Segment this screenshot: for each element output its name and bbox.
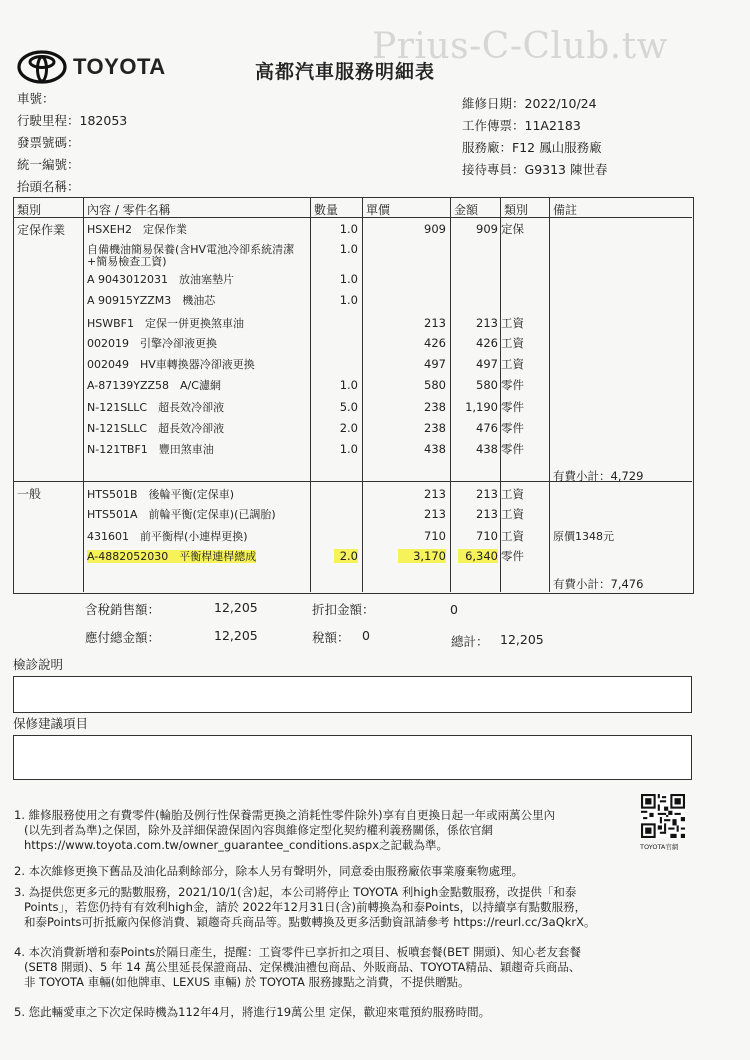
row-desc: 自備機油簡易保養(含HV電池冷卻系統清潔 (87, 243, 295, 256)
header-type: 類別 (504, 203, 529, 217)
row-type: 零件 (501, 549, 524, 563)
row-type: 零件 (501, 442, 524, 456)
guarantee-url: https://www.toyota.com.tw/owner_guarantee_conditions.aspx之記載為準。 (24, 838, 448, 852)
section-category-general: 一般 (17, 487, 42, 501)
header-amount: 金額 (454, 203, 479, 217)
info-car-number: 車號： (17, 91, 55, 106)
header-category: 類別 (17, 203, 42, 217)
row-amount: 1,190 (465, 400, 498, 414)
row-price: 438 (424, 442, 446, 456)
row-desc: HSWBF1 定保一併更換煞車油 (87, 317, 245, 330)
row-desc: A 90915YZZM3 機油芯 (87, 294, 216, 307)
inspection-box (13, 676, 692, 713)
row-desc: A-87139YZZ58 A/C濾網 (87, 379, 221, 392)
row-price: 909 (424, 222, 446, 236)
header-unit-price: 單價 (366, 203, 391, 217)
tax-value: 0 (362, 628, 370, 643)
row-desc: HTS501B 後輪平衡(定保車) (87, 488, 235, 501)
row-qty: 1.0 (339, 378, 358, 392)
row-type: 工資 (501, 316, 524, 330)
section-category-periodic: 定保作業 (17, 223, 66, 237)
page-title: 高都汽車服務明細表 (255, 61, 436, 83)
points-url: 和泰Points可折抵廠內保修消費、穎趨奇兵商品等。點數轉換及更多活動資訊請參考 https://reurl.cc/3aQkrX。 (24, 915, 596, 929)
row-amount: 580 (476, 378, 498, 392)
discount-value: 0 (450, 602, 458, 617)
brand-name: TOYOTA (73, 54, 166, 79)
payable-total-value: 12,205 (214, 628, 258, 643)
toyota-emblem-icon (17, 50, 67, 84)
row-type: 零件 (501, 400, 524, 414)
header-quantity: 數量 (314, 203, 339, 217)
row-desc-continued: +簡易檢查工資) (87, 255, 167, 268)
row-qty-highlighted: 2.0 (334, 549, 358, 563)
row-qty: 1.0 (339, 272, 358, 286)
row-qty: 1.0 (339, 293, 358, 307)
row-type: 工資 (501, 487, 524, 501)
row-price: 213 (424, 507, 446, 521)
note-1: 1. 維修服務使用之有費零件(輪胎及例行性保養需更換之消耗性零件除外)享有自更換日起一年或兩萬公里內 (以先到者為準)之保固，除外及詳細保證保固內容與維修定型化契約權利義務關係，係依官網 https://www.toyota.com.tw/owner_guarantee_conditions.aspx之記載為準。 (14, 808, 640, 853)
row-qty: 1.0 (339, 242, 358, 256)
sales-amount-label: 含稅銷售額： (85, 602, 161, 617)
row-price: 213 (424, 487, 446, 501)
row-type: 零件 (501, 378, 524, 392)
row-desc: A 9043012031 放油塞墊片 (87, 273, 235, 286)
tax-label: 稅額： (312, 630, 350, 645)
subtotal-general: 有費小計：7,476 (553, 577, 644, 591)
row-price: 238 (424, 421, 446, 435)
row-type: 定保 (501, 222, 524, 236)
info-header-name: 抬頭名稱： (17, 179, 80, 194)
qr-code-label: TOYOTA官網 (640, 843, 679, 851)
note-3: 3. 為提供您更多元的點數服務，2021/10/1(含)起，本公司將停止 TOYOTA 利high金點數服務，改提供「和泰 Points」，若您仍持有有效利high金，請於 2022年12月31日(含)前轉換為和泰Points，以持續享有點數服務， 和泰Points可折抵廠內保修消費、穎趨奇兵商品等。點數轉換及更多活動資訊請參考 https://reurl.cc/3aQkrX。 (14, 885, 640, 930)
row-desc: 002049 HV車轉換器冷卻液更換 (87, 358, 255, 371)
row-qty: 1.0 (339, 442, 358, 456)
row-desc: N-121SLLC 超長效冷卻液 (87, 422, 225, 435)
col-divider (450, 197, 451, 592)
row-amount: 438 (476, 442, 498, 456)
row-desc: N-121SLLC 超長效冷卻液 (87, 401, 225, 414)
row-desc: HSXEH2 定保作業 (87, 223, 188, 236)
col-divider (83, 197, 84, 592)
row-price: 497 (424, 357, 446, 371)
row-desc: HTS501A 前輪平衡(定保車)(已調胎) (87, 508, 276, 521)
row-qty: 2.0 (339, 421, 358, 435)
suggestion-box (13, 735, 692, 780)
toyota-logo (17, 50, 166, 84)
suggestion-label: 保修建議項目 (13, 716, 89, 731)
col-divider (310, 197, 311, 592)
row-type: 工資 (501, 336, 524, 350)
row-amount: 710 (476, 529, 498, 543)
row-type: 工資 (501, 529, 524, 543)
row-amount: 497 (476, 357, 498, 371)
row-type: 工資 (501, 507, 524, 521)
row-amount-highlighted: 6,340 (458, 549, 498, 563)
row-desc: 002019 引擎冷卻液更換 (87, 337, 217, 350)
info-tax-id: 統一編號： (17, 157, 80, 172)
note-4: 4. 本次消費新增和泰Points於隔日產生，提醒：工資零件已享折扣之項目、板噴套餐(BET 開頭)、知心老友套餐 (SET8 開頭)、5 年 14 萬公里延長保證商品、定保機油禮包商品、外販商品、TOYOTA精品、穎趨奇兵商品、 非 TOYOTA 車輛(如他牌車、LEXUS 車輛) 於 TOYOTA 服務據點之消費，不提供贈點。 (14, 945, 581, 989)
header-remarks: 備註 (553, 203, 578, 217)
row-amount: 426 (476, 336, 498, 350)
info-mileage: 行駛里程：182053 (17, 113, 128, 128)
row-price-highlighted: 3,170 (398, 549, 446, 563)
row-price: 710 (424, 529, 446, 543)
row-type: 工資 (501, 357, 524, 371)
payable-total-label: 應付總金額： (85, 630, 161, 645)
row-qty: 5.0 (339, 400, 358, 414)
row-price: 213 (424, 316, 446, 330)
row-type: 零件 (501, 421, 524, 435)
col-divider (549, 197, 550, 592)
row-note: 原價1348元 (553, 530, 614, 543)
header-description: 內容 / 零件名稱 (87, 203, 171, 217)
info-work-ticket: 工作傳票：11A2183 (462, 118, 581, 133)
row-desc: 431601 前平衡桿(小連桿更換) (87, 530, 248, 543)
watermark-text: Prius-C-Club.tw (372, 26, 668, 67)
row-price: 238 (424, 400, 446, 414)
info-service-center: 服務廠：F12 鳳山服務廠 (462, 140, 602, 155)
grand-total-value: 12,205 (500, 632, 544, 647)
row-desc-highlighted: A-4882052030 平衡桿連桿總成 (87, 550, 257, 563)
note-5: 5. 您此輛愛車之下次定保時機為112年4月，將進行19萬公里 定保，歡迎來電預約服務時間。 (14, 1005, 491, 1019)
sales-amount-value: 12,205 (214, 600, 258, 615)
qr-code-icon (641, 794, 685, 838)
row-amount: 476 (476, 421, 498, 435)
row-price: 426 (424, 336, 446, 350)
inspection-label: 檢診說明 (13, 657, 64, 672)
col-divider (362, 197, 363, 592)
info-invoice-number: 發票號碼： (17, 135, 80, 150)
subtotal-periodic: 有費小計：4,729 (553, 469, 644, 483)
row-amount: 213 (476, 507, 498, 521)
row-price: 580 (424, 378, 446, 392)
row-amount: 909 (476, 222, 498, 236)
info-receptionist: 接待專員：G9313 陳世春 (462, 162, 608, 177)
note-2: 2. 本次維修更換下舊品及油化品剩餘部分，除本人另有聲明外，同意委由服務廠依事業廢棄物處理。 (14, 864, 524, 878)
row-amount: 213 (476, 316, 498, 330)
discount-label: 折扣金額： (312, 602, 375, 617)
row-desc: N-121TBF1 豐田煞車油 (87, 443, 214, 456)
info-repair-date: 維修日期：2022/10/24 (462, 96, 597, 111)
row-qty: 1.0 (339, 222, 358, 236)
grand-total-label: 總計： (451, 634, 489, 649)
row-amount: 213 (476, 487, 498, 501)
